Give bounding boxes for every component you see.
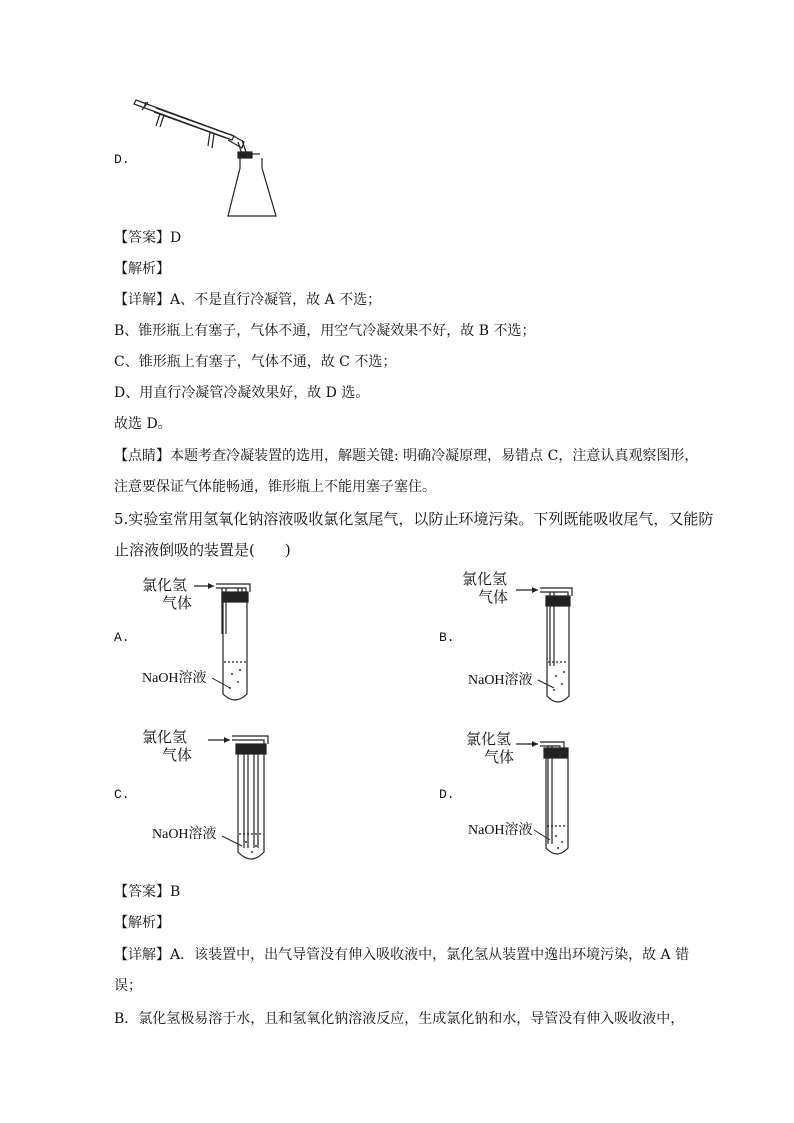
svg-text:氯化氢: 氯化氢 — [142, 576, 188, 594]
svg-text:NaOH溶液: NaOH溶液 — [142, 671, 207, 686]
detail-a-line: 【详解】A、不是直行冷凝管，故 A 不选； — [114, 292, 382, 308]
svg-text:NaOH溶液: NaOH溶液 — [468, 673, 533, 688]
detail-b-line: B、锥形瓶上有塞子，气体不通，用空气冷凝效果不好，故 B 不选； — [114, 323, 536, 339]
analysis-heading-1: 【解析】 — [114, 261, 170, 277]
question-5-line-2: 止溶液倒吸的装置是( ) — [114, 541, 291, 559]
apparatus-a-figure — [138, 570, 278, 710]
svg-text:氯化氢: 氯化氢 — [142, 728, 188, 746]
svg-text:气体: 气体 — [162, 594, 193, 612]
option-d-label: D. — [439, 787, 455, 802]
comment-line-2: 注意要保证气体能畅通，锥形瓶上不能用塞子塞住。 — [114, 479, 436, 495]
condenser-flask-figure — [130, 96, 280, 222]
detail2-b-line: B．氯化氢极易溶于水，且和氢氧化钠溶液反应，生成氯化钠和水，导管没有伸入吸收液中， — [114, 1011, 685, 1027]
svg-text:气体: 气体 — [484, 748, 515, 766]
comment-line-1: 【点睛】本题考查冷凝装置的选用，解题关键: 明确冷凝原理，易错点 C，注意认真观察图形， — [114, 448, 699, 464]
option-a-label: A. — [114, 630, 130, 645]
detail-c-line: C、锥形瓶上有塞子，气体不通，故 C 不选； — [114, 354, 397, 370]
svg-text:气体: 气体 — [162, 746, 193, 764]
svg-text:NaOH溶液: NaOH溶液 — [468, 823, 533, 838]
analysis-heading-2: 【解析】 — [114, 915, 170, 931]
apparatus-c-figure — [138, 722, 278, 870]
svg-text:氯化氢: 氯化氢 — [466, 730, 512, 748]
choose-line: 故选 D。 — [114, 416, 172, 432]
answer-line-1: 【答案】D — [114, 230, 182, 246]
svg-text:NaOH溶液: NaOH溶液 — [152, 827, 217, 842]
option-label-prev-d: D. — [114, 152, 130, 167]
apparatus-d-figure — [462, 724, 602, 870]
svg-text:气体: 气体 — [478, 588, 509, 606]
apparatus-b-figure — [458, 566, 598, 712]
svg-text:氯化氢: 氯化氢 — [462, 570, 508, 588]
detail2-a-line-1: 【详解】A．该装置中，出气导管没有伸入吸收液中，氯化氢从装置中逸出环境污染，故 A 错 — [114, 947, 690, 963]
detail2-a-line-2: 误； — [114, 978, 142, 994]
detail-d-line: D、用直行冷凝管冷凝效果好，故 D 选。 — [114, 385, 370, 401]
question-5-line-1: 5.实验室常用氢氧化钠溶液吸收氯化氢尾气，以防止环境污染。下列既能吸收尾气，又能防 — [114, 510, 714, 528]
option-b-label: B. — [439, 630, 455, 645]
option-c-label: C. — [114, 787, 130, 802]
answer-line-2: 【答案】B — [114, 884, 181, 900]
